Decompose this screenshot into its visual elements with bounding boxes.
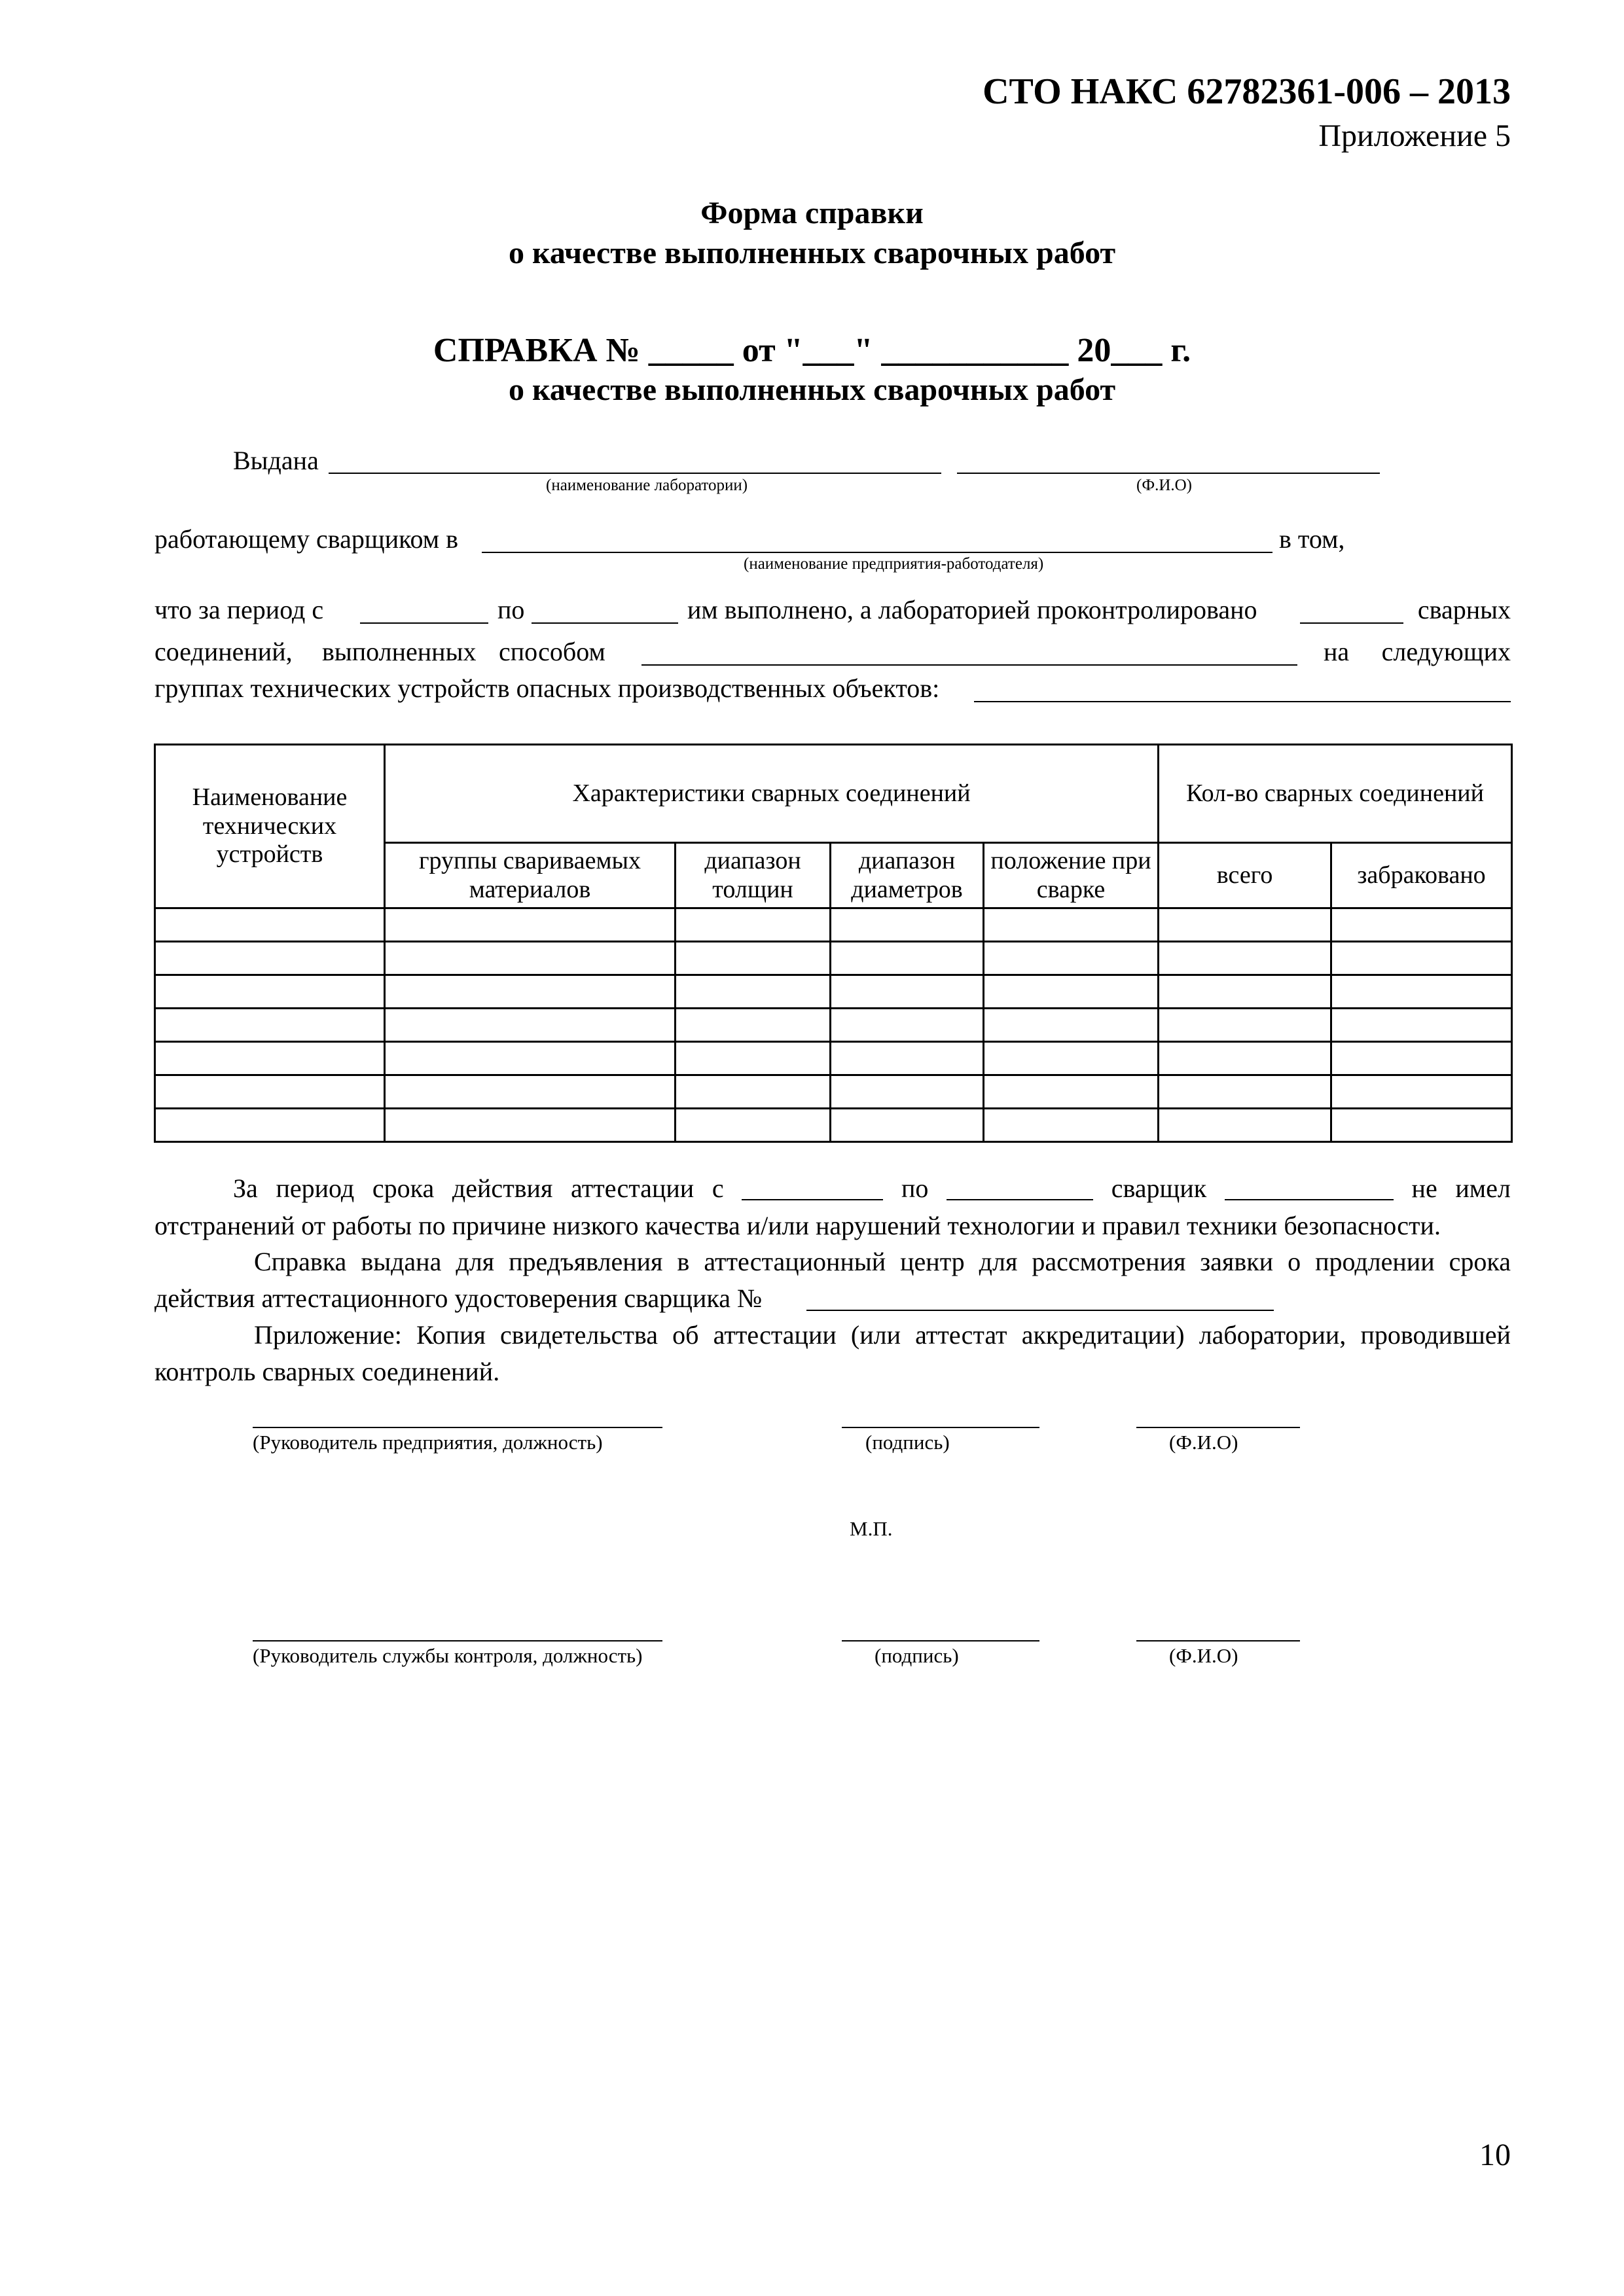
header-rejected: забраковано: [1331, 843, 1512, 908]
p2-word: предъявления: [509, 1247, 663, 1276]
issued-label: Выдана: [233, 446, 319, 475]
table-cell[interactable]: [1331, 1109, 1512, 1142]
welder-name-line[interactable]: [1225, 1173, 1394, 1200]
table-cell[interactable]: [831, 908, 984, 942]
table-cell[interactable]: [676, 908, 831, 942]
p2-word: Справка: [254, 1247, 347, 1276]
table-cell[interactable]: [1159, 975, 1331, 1009]
table-cell[interactable]: [676, 975, 831, 1009]
welding-method-line[interactable]: [641, 664, 1297, 666]
enterprise-signature-line[interactable]: [842, 1427, 1039, 1428]
employer-label: работающему сварщиком в: [154, 524, 458, 554]
table-cell[interactable]: [1331, 975, 1512, 1009]
control-fio-line[interactable]: [1136, 1640, 1300, 1641]
p2-word: аттестационный: [704, 1247, 886, 1276]
table-row: [155, 1009, 1512, 1042]
employer-tail: в том,: [1279, 524, 1345, 554]
period-text-performed-by: выполненных: [322, 637, 477, 666]
period-text-method: способом: [499, 637, 605, 666]
table-cell[interactable]: [984, 1042, 1159, 1075]
table-cell[interactable]: [984, 1075, 1159, 1109]
table-cell[interactable]: [385, 1009, 676, 1042]
table-cell[interactable]: [676, 1042, 831, 1075]
p1-word: аттестации: [571, 1174, 695, 1203]
p1-word: сварщик: [1111, 1174, 1207, 1203]
p2-word: заявки: [1200, 1247, 1274, 1276]
table-cell[interactable]: [155, 1009, 385, 1042]
table-cell[interactable]: [1159, 942, 1331, 975]
attestation-from-line[interactable]: [742, 1173, 883, 1200]
table-cell[interactable]: [1159, 908, 1331, 942]
p2-word: для: [456, 1247, 495, 1276]
p1-word: не: [1411, 1174, 1437, 1203]
p3-word: лаборатории,: [1199, 1320, 1346, 1350]
table-cell[interactable]: [155, 908, 385, 942]
p2-word: о: [1288, 1247, 1301, 1276]
table-cell[interactable]: [155, 942, 385, 975]
period-text-following: следующих: [1381, 637, 1511, 666]
table-cell[interactable]: [676, 1009, 831, 1042]
certificate-title-line1: СПРАВКА № _____ от "___" ___________ 20___ г.: [433, 332, 1191, 369]
issued-fio-caption: (Ф.И.О): [1136, 476, 1193, 494]
table-cell[interactable]: [831, 942, 984, 975]
controlled-count-line[interactable]: [1300, 622, 1403, 624]
table-cell[interactable]: [1331, 1009, 1512, 1042]
period-text-welded: сварных: [1417, 595, 1511, 624]
p3-word: аттестации: [713, 1320, 837, 1350]
header-diameter-range: диапазон диаметров: [831, 843, 984, 908]
device-groups-line[interactable]: [974, 701, 1511, 702]
p2-word: в: [677, 1247, 690, 1276]
table-cell[interactable]: [984, 1109, 1159, 1142]
table-cell[interactable]: [1331, 908, 1512, 942]
p2-word: продлении: [1315, 1247, 1435, 1276]
enterprise-signature-caption: (подпись): [865, 1431, 950, 1454]
p2-word: для: [979, 1247, 1018, 1276]
issued-fio-line[interactable]: [957, 473, 1380, 474]
attestation-period-text: отстранений от работы по причине низкого качества и/или нарушений технологии и правил техники безопасности.: [154, 1211, 1441, 1240]
table-cell[interactable]: [1331, 1075, 1512, 1109]
certificate-purpose-line: [254, 1246, 1511, 1277]
table-cell[interactable]: [831, 1042, 984, 1075]
p3-word: проводившей: [1360, 1320, 1511, 1350]
table-cell[interactable]: [1159, 1109, 1331, 1142]
p1-word: За: [233, 1174, 258, 1203]
table-cell[interactable]: [831, 975, 984, 1009]
appendix-note-text: контроль сварных соединений.: [154, 1357, 500, 1386]
p1-word: с: [712, 1174, 724, 1203]
table-cell[interactable]: [676, 1109, 831, 1142]
lab-name-caption: (наименование лаборатории): [546, 476, 748, 494]
period-text-from: что за период с: [154, 595, 324, 624]
certificate-number-line[interactable]: [806, 1310, 1274, 1311]
table-cell[interactable]: [984, 908, 1159, 942]
enterprise-fio-line[interactable]: [1136, 1427, 1300, 1428]
table-row: [155, 1042, 1512, 1075]
certificate-number-label: действия аттестационного удостоверения сварщика №: [154, 1283, 763, 1313]
table-cell[interactable]: [385, 975, 676, 1009]
table-cell[interactable]: [1159, 1042, 1331, 1075]
table-cell[interactable]: [1331, 1042, 1512, 1075]
period-text-to: по: [497, 595, 525, 624]
appendix-label: Приложение 5: [1318, 118, 1511, 153]
period-text-on: на: [1324, 637, 1350, 666]
table-row: [155, 1075, 1512, 1109]
table-cell[interactable]: [1159, 1075, 1331, 1109]
p3-word: Копия: [416, 1320, 486, 1350]
certificate-title-line2: о качестве выполненных сварочных работ: [508, 372, 1116, 407]
table-cell[interactable]: [385, 1075, 676, 1109]
p2-word: центр: [900, 1247, 965, 1276]
lab-name-line[interactable]: [329, 473, 941, 474]
page-number: 10: [1479, 2138, 1511, 2172]
table-cell[interactable]: [676, 1075, 831, 1109]
enterprise-fio-caption: (Ф.И.О): [1169, 1431, 1238, 1454]
welding-table: [154, 744, 1513, 1143]
table-cell[interactable]: [385, 942, 676, 975]
header-material-groups: группы свариваемых материалов: [385, 843, 676, 908]
table-cell[interactable]: [155, 1109, 385, 1142]
table-row: [155, 908, 1512, 942]
table-cell[interactable]: [984, 1009, 1159, 1042]
p2-word: выдана: [361, 1247, 442, 1276]
p1-word: действия: [452, 1174, 553, 1203]
attestation-to-line[interactable]: [947, 1173, 1093, 1200]
control-head-line[interactable]: [253, 1640, 662, 1641]
enterprise-head-line[interactable]: [253, 1427, 662, 1428]
table-cell[interactable]: [831, 1009, 984, 1042]
table-cell[interactable]: [155, 975, 385, 1009]
table-cell[interactable]: [676, 942, 831, 975]
table-cell[interactable]: [155, 1042, 385, 1075]
p2-word: рассмотрения: [1032, 1247, 1186, 1276]
control-fio-caption: (Ф.И.О): [1169, 1644, 1238, 1667]
p1-word: срока: [372, 1174, 435, 1203]
header-device-names: Наименование технических устройств: [155, 745, 385, 908]
table-cell[interactable]: [385, 908, 676, 942]
header-joint-count: Кол-во сварных соединений: [1159, 745, 1512, 843]
period-text-groups: группах технических устройств опасных производственных объектов:: [154, 673, 940, 703]
control-signature-line[interactable]: [842, 1640, 1039, 1641]
form-title-line1: Форма справки: [700, 196, 924, 230]
appendix-note-line: [254, 1319, 1511, 1350]
p3-word: Приложение:: [254, 1320, 402, 1350]
p3-word: аккредитации): [1021, 1320, 1185, 1350]
p3-word: (или: [850, 1320, 901, 1350]
table-row: [155, 1109, 1512, 1142]
employer-caption: (наименование предприятия-работодателя): [744, 555, 1044, 573]
header-thickness-range: диапазон толщин: [676, 843, 831, 908]
table-cell[interactable]: [155, 1075, 385, 1109]
table-row: [155, 975, 1512, 1009]
table-cell[interactable]: [984, 975, 1159, 1009]
stamp-place: М.П.: [850, 1517, 893, 1540]
table-cell[interactable]: [831, 1075, 984, 1109]
control-head-caption: (Руководитель службы контроля, должность): [253, 1644, 643, 1667]
table-cell[interactable]: [385, 1042, 676, 1075]
p1-word: имел: [1455, 1174, 1511, 1203]
employer-name-line[interactable]: [482, 552, 1272, 553]
table-cell[interactable]: [984, 942, 1159, 975]
p3-word: свидетельства: [500, 1320, 658, 1350]
form-title-line2: о качестве выполненных сварочных работ: [508, 236, 1116, 270]
table-cell[interactable]: [831, 1109, 984, 1142]
document-code: СТО НАКС 62782361-006 – 2013: [983, 71, 1511, 112]
period-from-line[interactable]: [360, 622, 488, 624]
p1-word: период: [276, 1174, 355, 1203]
attestation-period-line: [233, 1173, 1511, 1204]
header-total: всего: [1159, 843, 1331, 908]
period-text-performed: им выполнено, а лабораторией проконтролировано: [687, 595, 1257, 624]
period-text-joints: соединений,: [154, 637, 293, 666]
enterprise-head-caption: (Руководитель предприятия, должность): [253, 1431, 603, 1454]
table-cell[interactable]: [385, 1109, 676, 1142]
p1-word: по: [901, 1174, 929, 1203]
p3-word: об: [672, 1320, 699, 1350]
period-to-line[interactable]: [532, 622, 678, 624]
p3-word: аттестат: [915, 1320, 1007, 1350]
table-cell[interactable]: [1159, 1009, 1331, 1042]
table-cell[interactable]: [1331, 942, 1512, 975]
p2-word: срока: [1449, 1247, 1511, 1276]
header-welding-position: положение при сварке: [984, 843, 1159, 908]
table-row: [155, 942, 1512, 975]
header-characteristics: Характеристики сварных соединений: [385, 745, 1159, 843]
control-signature-caption: (подпись): [875, 1644, 959, 1667]
